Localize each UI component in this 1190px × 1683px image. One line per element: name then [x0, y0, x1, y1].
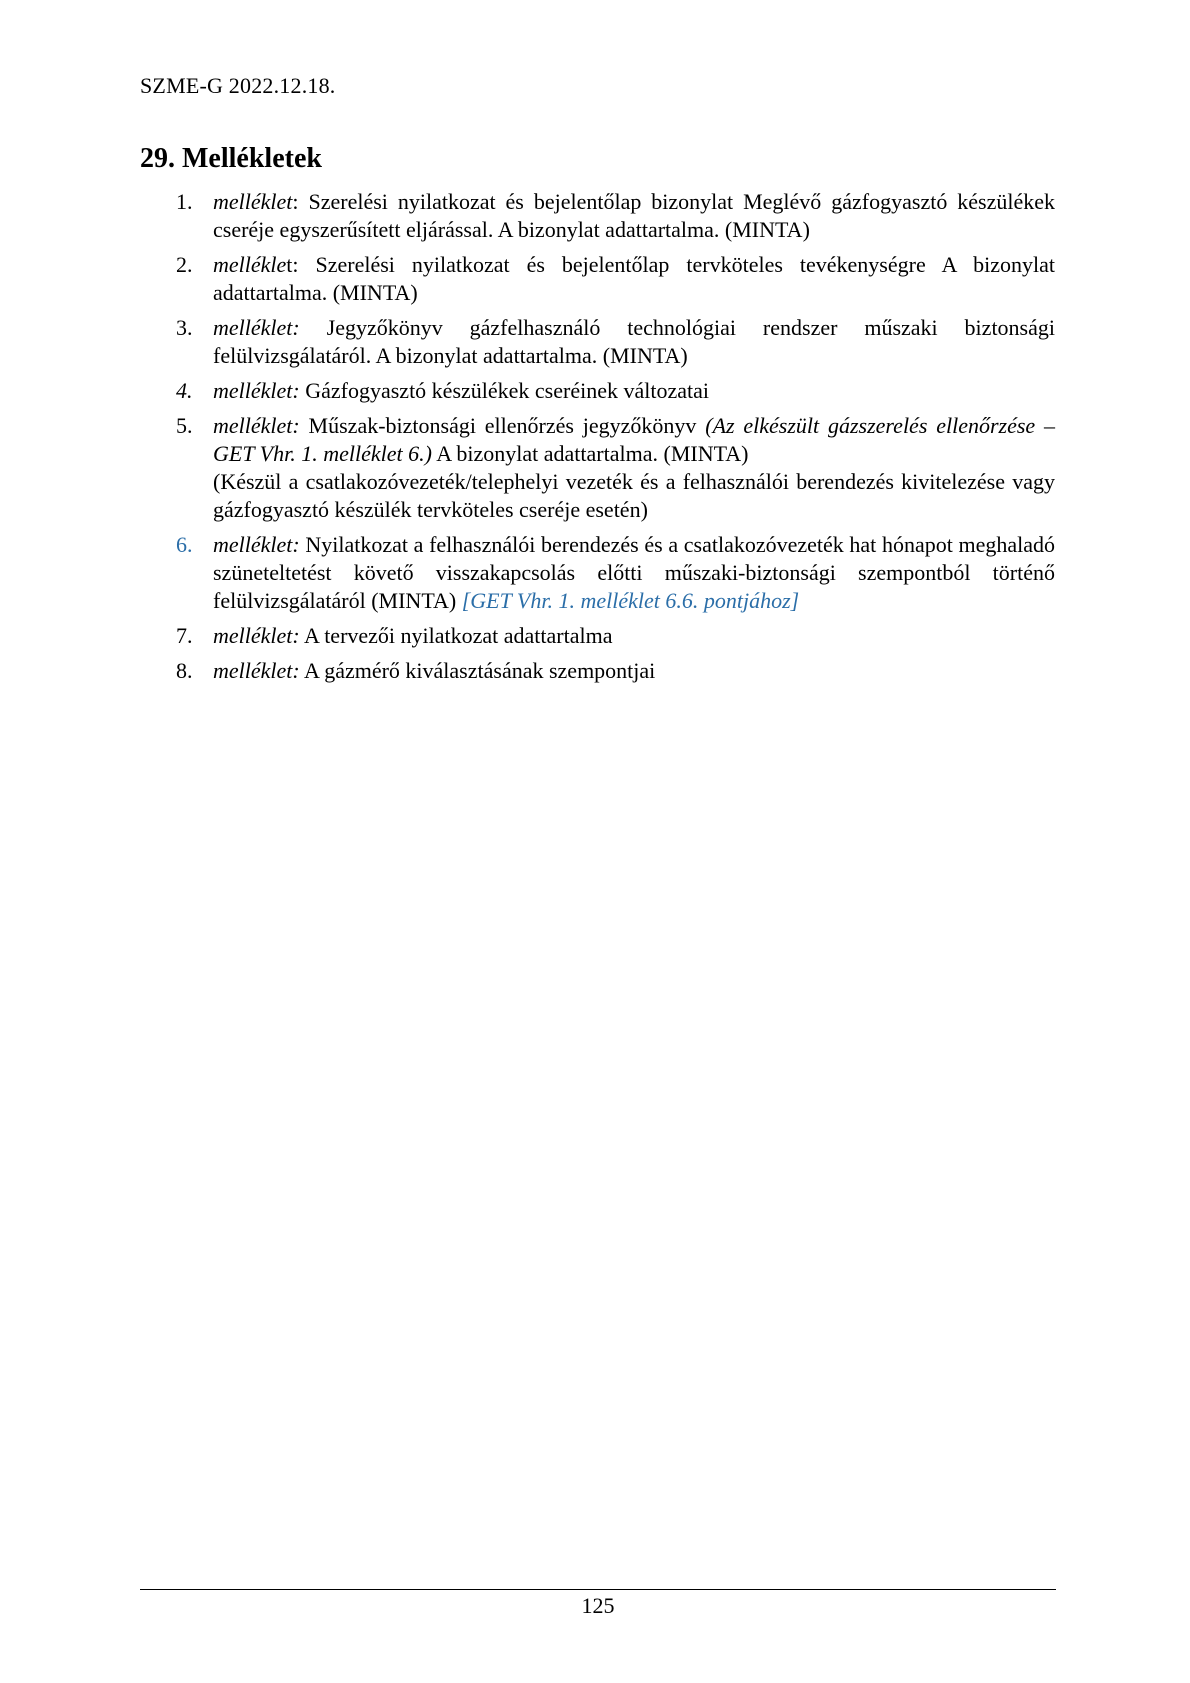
annex-label: melléklet:: [213, 378, 300, 403]
annex-number: 4.: [176, 378, 193, 403]
annex-text: Jegyzőkönyv gázfelhasználó technológiai rendszer műszaki biztonsági felülvizsgálatáról. A bizonylat adattartalma. (MINTA): [213, 315, 1055, 368]
annex-item-8: [140, 657, 1055, 685]
annex-label: melléklet:: [213, 532, 300, 557]
annex-number: 2.: [176, 252, 193, 277]
annex-item-7: [140, 622, 1055, 650]
annex-reference-link[interactable]: [GET Vhr. 1. melléklet 6.6. pontjához]: [461, 588, 800, 613]
annex-text: Szerelési nyilatkozat és bejelentőlap bizonylat Meglévő gázfogyasztó készülékek cseréje egyszerűsített eljárással. A bizonylat adattartalma. (MINTA): [213, 189, 1055, 242]
annex-italic-reference: (Az elkészült gázszerelés ellenőrzése – GET Vhr. 1. melléklet 6.): [213, 413, 1055, 466]
annex-label: melléklet:: [213, 315, 300, 340]
annex-text: Szerelési nyilatkozat és bejelentőlap tervköteles tevékenységre A bizonylat adattartalma. (MINTA): [213, 252, 1055, 305]
annex-text: A gázmérő kiválasztásának szempontjai: [299, 658, 656, 683]
annex-item-3: [140, 314, 1055, 370]
annex-label: melléklet:: [213, 658, 300, 683]
annex-number: 6.: [176, 532, 193, 557]
annex-text: Műszak-biztonsági ellenőrzés jegyzőkönyv: [299, 413, 706, 438]
annex-label: melléklet: [213, 189, 293, 214]
annex-number: 5.: [176, 413, 193, 438]
annex-item-1: [140, 188, 1055, 244]
annex-text-continued: A bizonylat adattartalma. (MINTA): [431, 441, 749, 466]
annex-text: A tervezői nyilatkozat adattartalma: [299, 623, 613, 648]
annex-text: Gázfogyasztó készülékek cseréinek változatai: [299, 378, 709, 403]
annex-number: 1.: [176, 189, 193, 214]
annex-number: 8.: [176, 658, 193, 683]
annex-label-suffix: :: [292, 189, 309, 214]
annex-text: Nyilatkozat a felhasználói berendezés és a csatlakozóvezeték hat hónapot meghaladó szüneteltetést követő visszakapcsolás előtti műszaki-biztonsági szempontból történő felülvizsgálatáról (MINTA): [213, 532, 1055, 613]
footer-divider: [140, 1589, 1056, 1590]
annex-label: melléklet:: [213, 623, 300, 648]
annex-note: (Készül a csatlakozóvezeték/telephelyi vezeték és a felhasználói berendezés kivitelezése vagy gázfogyasztó készülék tervköteles cseréje esetén): [213, 469, 1055, 522]
annex-item-5: [140, 412, 1055, 524]
annex-main-paragraph: [213, 412, 1055, 468]
annex-list: [140, 188, 1055, 692]
annex-item-2: [140, 251, 1055, 307]
annex-label: melléklet:: [213, 413, 300, 438]
annex-label: mellékle: [213, 252, 287, 277]
annex-item-4: [140, 377, 1055, 405]
page-number: 125: [581, 1593, 615, 1618]
annex-label-suffix: t:: [286, 252, 316, 277]
document-code: SZME-G 2022.12.18.: [140, 73, 336, 98]
annex-number: 7.: [176, 623, 193, 648]
annex-number: 3.: [176, 315, 193, 340]
section-title: 29. Mellékletek: [140, 143, 322, 174]
annex-item-6: [140, 531, 1055, 615]
